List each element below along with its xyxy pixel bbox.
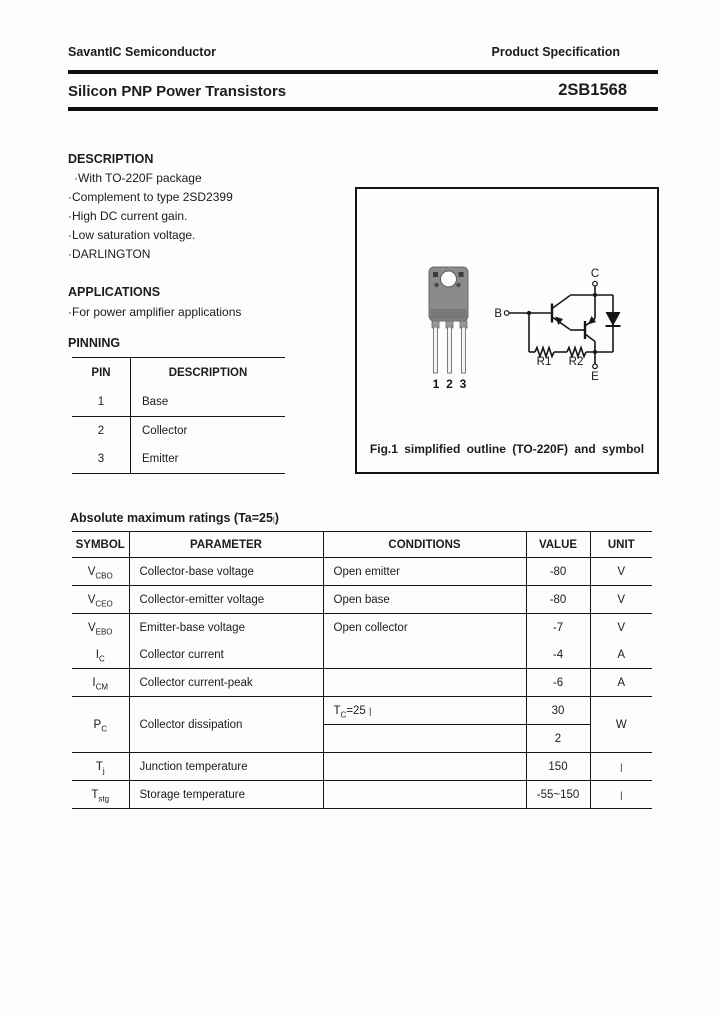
parameter-cell: Collector-base voltage [129,558,323,586]
value-cell: -4 [526,641,590,669]
resistor-r2-label: R2 [568,356,584,368]
pinning-header-row [72,358,285,389]
description-item: ·Complement to type 2SD2399 [68,190,233,204]
company-name: SavantIC Semiconductor [68,45,216,59]
conditions-cell [323,725,526,753]
pin3-label: 3 [459,377,467,391]
transistor-symbol [504,281,620,368]
value-cell: -6 [526,669,590,697]
table-row [72,614,652,642]
description-item: ·With TO-220F package [74,171,202,185]
pin-description: Emitter [131,445,286,474]
value-cell: -7 [526,614,590,642]
pin2-label: 2 [446,377,453,391]
parameter-cell: Storage temperature [129,781,323,809]
symbol-cell: $V_{CBO}$ [72,558,129,586]
degree-ghost-glyph: | [369,705,372,716]
parameter-column-header: PARAMETER [129,532,323,558]
conditions-cell: Open emitter [323,558,526,586]
conditions-cell [323,753,526,781]
pin-column-header: PIN [72,358,131,389]
unit-cell: V [617,621,626,634]
parameter-cell: Collector current [129,641,323,669]
pin-number: 1 [72,388,131,417]
ratings-header-row [72,532,652,558]
terminal-e-label: E [591,371,599,383]
unit-cell: A [590,669,652,697]
conditions-cell: Open base [323,586,526,614]
terminal-b-label: B [494,308,502,320]
doc-type-label: Product Specification [491,45,620,59]
pin-number: 3 [72,445,131,474]
table-row [72,753,652,781]
resistor-r1-label: R1 [536,356,552,368]
unit-cell: | [590,781,652,809]
figure-caption: Fig.1 simplified outline (TO-220F) and symbol [369,442,645,456]
table-row [72,417,285,446]
unit-cell: | [590,753,652,781]
symbol-cell: $T_{stg}$ [72,781,129,809]
symbol-cell: $P_C$ [72,697,129,753]
value-cell: 150 [526,753,590,781]
pinning-heading: PINNING [68,336,121,350]
parameter-cell: Collector current-peak [129,669,323,697]
conditions-cell [323,781,526,809]
description-list [68,169,233,264]
parameter-cell: Collector-emitter voltage [129,586,323,614]
table-row [72,697,652,725]
table-row [72,388,285,417]
description-item: ·High DC current gain. [68,209,188,223]
header-rule-bottom [68,107,658,111]
conditions-cell: Open collector [323,614,526,642]
symbol-fills [527,293,621,354]
figure-drawing [357,189,653,439]
package-outline [429,267,468,373]
value-column-header: VALUE [526,532,590,558]
symbol-cell: $V_{EBO}$ [72,614,129,642]
applications-item: ·For power amplifier applications [68,305,242,319]
pin1-label: 1 [432,377,440,391]
parameter-cell: Emitter-base voltage [129,614,323,642]
conditions-cell [323,641,526,669]
symbol-cell: $V_{CEO}$ [72,586,129,614]
applications-heading: APPLICATIONS [68,285,161,299]
value-cell: -80 [526,558,590,586]
description-column-header: DESCRIPTION [131,358,286,389]
conditions-column-header: CONDITIONS [323,532,526,558]
terminal-c-label: C [590,268,600,280]
parameter-cell: Collector dissipation [129,697,323,753]
pin-description: Base [131,388,286,417]
symbol-column-header: SYMBOL [72,532,129,558]
header-rule-top [68,70,658,74]
ratings-table [72,531,652,809]
conditions-cell [323,669,526,697]
description-item: ·DARLINGTON [68,247,151,261]
ratings-heading-text: Absolute maximum ratings (Ta=25 [70,511,273,525]
figure-box [355,187,659,474]
value-cell: -55~150 [526,781,590,809]
table-row [72,445,285,474]
symbol-cell: $I_C$ [72,641,129,669]
table-row [72,781,652,809]
conditions-cell: $T_C=25$ | [323,697,526,725]
pin-number: 2 [72,417,131,446]
unit-cell: W [590,697,652,753]
table-row [72,641,652,669]
value-cell: -80 [526,586,590,614]
ratings-heading-close: ) [274,511,279,525]
applications-list [68,303,241,322]
value-cell: 30 [526,697,590,725]
symbol-cell: $T_j$ [72,753,129,781]
unit-column-header: UNIT [590,532,652,558]
part-number: 2SB1568 [558,81,627,99]
unit-cell: A [590,641,652,669]
unit-cell: V [590,586,652,614]
degree-ghost-glyph: | [272,517,275,524]
description-item: ·Low saturation voltage. [68,228,196,242]
table-row [72,586,652,614]
pinning-table [72,357,285,474]
table-row [72,669,652,697]
value-cell: 2 [526,725,590,753]
ratings-heading [70,511,279,525]
pin-description: Collector [142,425,188,437]
table-row [72,558,652,586]
unit-cell: V [590,558,652,586]
symbol-cell: $I_{CM}$ [72,669,129,697]
description-heading: DESCRIPTION [68,152,154,166]
parameter-cell: Junction temperature [129,753,323,781]
page-title: Silicon PNP Power Transistors [68,83,287,100]
